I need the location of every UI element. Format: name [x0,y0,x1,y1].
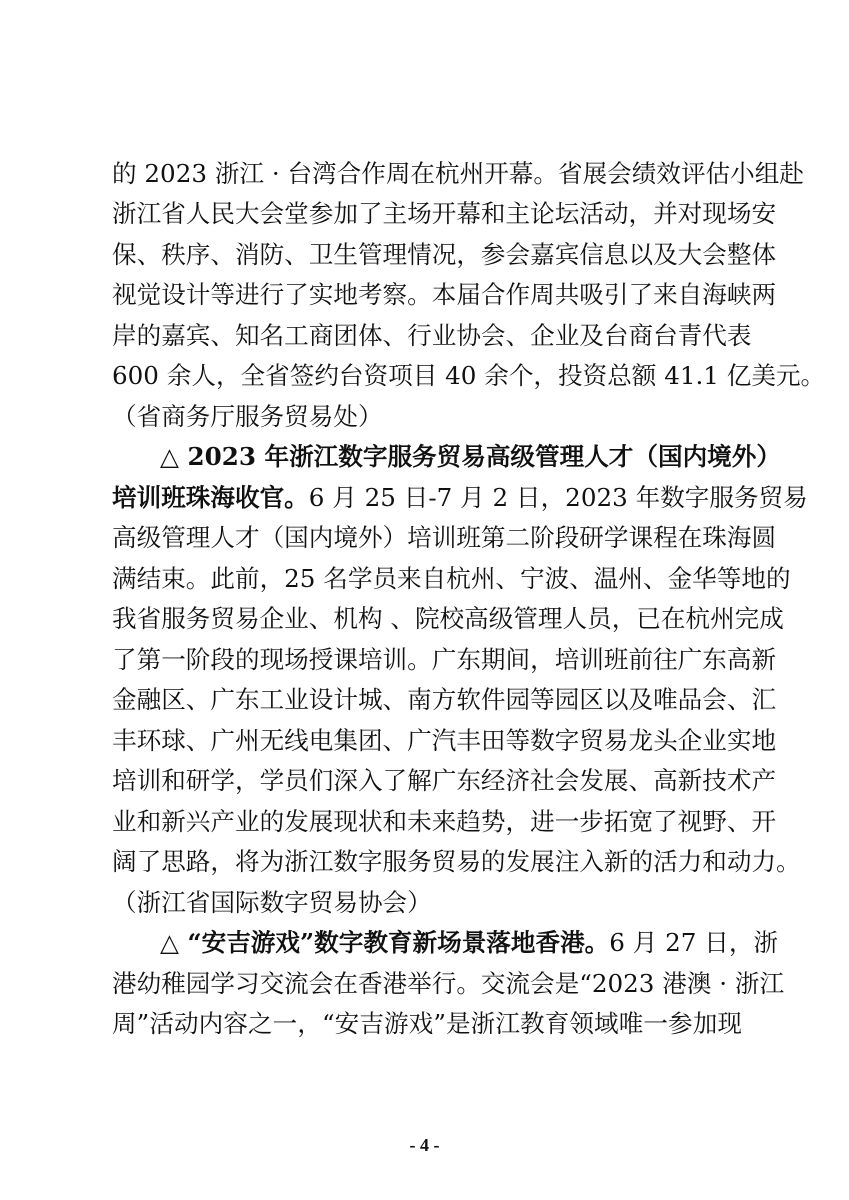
paragraph-2-line-9: 培训和研学，学员们深入了解广东经济社会发展、高新技术产 [112,766,777,795]
paragraph-1-source: （省商务厅服务贸易处） [112,402,383,431]
paragraph-3-line-3: 周”活动内容之一，“安吉游戏”是浙江教育领域唯一参加现 [112,1009,742,1038]
paragraph-3-heading: △ “安吉游戏”数字教育新场景落地香港。 [160,928,610,957]
paragraph-1-line-6: 600 余人，全省签约台资项目 40 余个，投资总额 41.1 亿美元。 [112,361,826,390]
paragraph-1-line-5: 岸的嘉宾、知名工商团体、行业协会、企业及台商台青代表 [112,321,752,350]
paragraph-2-line-5: 我省服务贸易企业、机构 、院校高级管理人员，已在杭州完成 [112,604,784,633]
paragraph-2-line-3: 高级管理人才（国内境外）培训班第二阶段研学课程在珠海圆 [112,523,777,552]
paragraph-2-heading-line-2: 培训班珠海收官。 [112,483,309,512]
paragraph-2-line-4: 满结束。此前，25 名学员来自杭州、宁波、温州、金华等地的 [112,564,791,593]
paragraph-3-line-2: 港幼稚园学习交流会在香港举行。交流会是“2023 港澳 · 浙江 [112,969,785,998]
paragraph-2-line-7: 金融区、广东工业设计城、南方软件园等园区以及唯品会、汇 [112,685,777,714]
paragraph-2-source: （浙江省国际数字贸易协会） [112,888,432,917]
page-number: - 4 - [409,1135,440,1155]
paragraph-2-line-2-text: 6 月 25 日-7 月 2 日，2023 年数字服务贸易 [308,483,808,512]
paragraph-2-line-6: 了第一阶段的现场授课培训。广东期间，培训班前往广东高新 [112,645,777,674]
paragraph-3-line-1 [160,923,779,963]
paragraph-1-line-2: 浙江省人民大会堂参加了主场开幕和主论坛活动，并对现场安 [112,199,777,228]
paragraph-1-line-1: 的 2023 浙江 · 台湾合作周在杭州开幕。省展会绩效评估小组赴 [112,159,804,188]
paragraph-1-line-4: 视觉设计等进行了实地考察。本届合作周共吸引了来自海峡两 [112,280,777,309]
paragraph-2-line-11: 阔了思路，将为浙江数字服务贸易的发展注入新的活力和动力。 [112,847,801,876]
paragraph-1-line-3: 保、秩序、消防、卫生管理情况，参会嘉宾信息以及大会整体 [112,240,777,269]
paragraph-2-heading-line-1: △ 2023 年浙江数字服务贸易高级管理人才（国内境外） [160,442,781,471]
paragraph-2-line-10: 业和新兴产业的发展现状和未来趋势，进一步拓宽了视野、开 [112,807,777,836]
paragraph-2-line-2 [112,478,808,518]
paragraph-2-line-8: 丰环球、广州无线电集团、广汽丰田等数字贸易龙头企业实地 [112,726,777,755]
paragraph-3-line-1-text: 6 月 27 日，浙 [609,928,779,957]
